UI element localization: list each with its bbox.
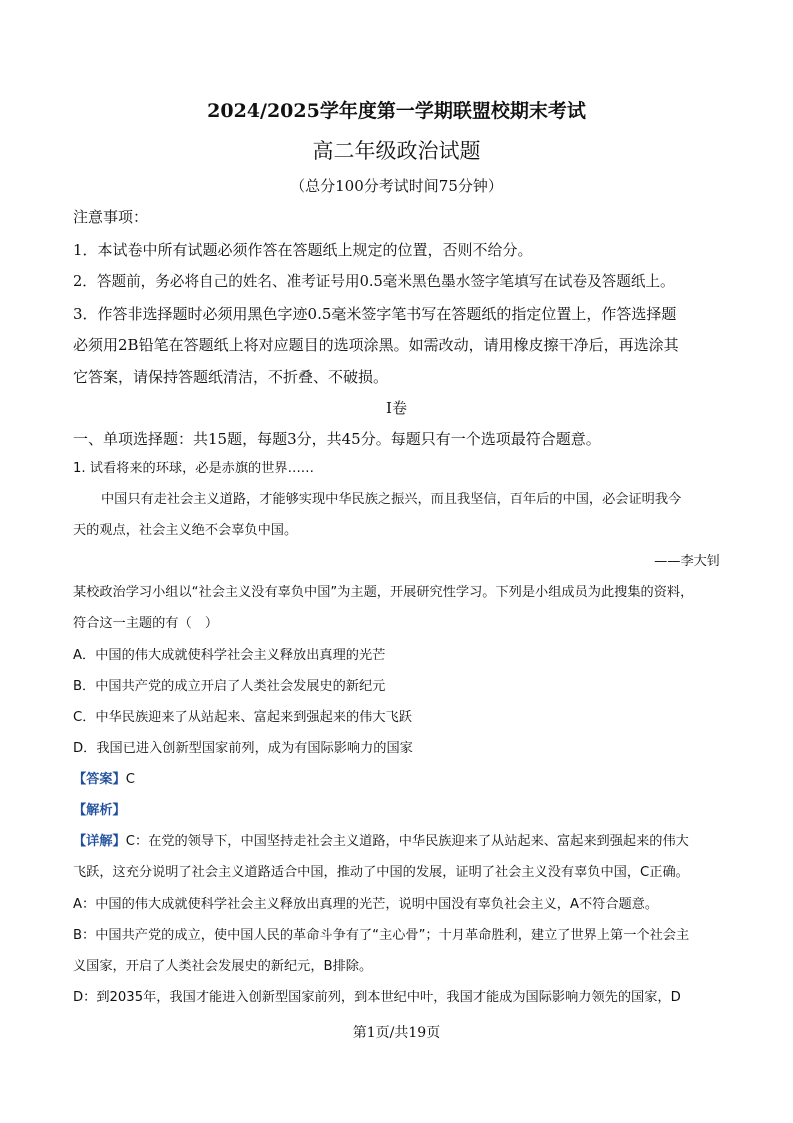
- question-title: 1. 试看将来的环球，必是赤旗的世界……: [73, 461, 314, 476]
- notice-item: 必须用2B铅笔在答题纸上将对应题目的选项涂黑。如需改动，请用橡皮擦干净后，再选涂其: [73, 336, 679, 354]
- option-c: C．中华民族迎来了从站起来、富起来到强起来的伟大飞跃: [73, 710, 412, 725]
- quote-line: 中国只有走社会主义道路，才能够实现中华民族之振兴，而且我坚信，百年后的中国，必会证明我今: [101, 492, 682, 507]
- detail-line: 飞跃，这充分说明了社会主义道路适合中国，推动了中国的发展，证明了社会主义没有辜负中国，C正确。: [73, 865, 689, 880]
- answer-label: 【答案】: [73, 772, 126, 787]
- detail-line: D：到2035年，我国才能进入创新型国家前列，到本世纪中叶，我国才能成为国际影响力领先的国家，D: [73, 990, 681, 1005]
- detail-label: 【详解】: [73, 834, 126, 849]
- detail-line: 义国家，开启了人类社会发展史的新纪元，B排除。: [73, 959, 373, 974]
- answer-value: C: [125, 772, 135, 787]
- notice-item: 3．作答非选择题时必须用黑色字迹0.5毫米签字笔书写在答题纸的指定位置上，作答选择题: [73, 305, 677, 323]
- quote-line: 天的观点，社会主义绝不会辜负中国。: [73, 523, 298, 538]
- option-d: D．我国已进入创新型国家前列，成为有国际影响力的国家: [73, 741, 413, 756]
- section-instruction: 一、单项选择题：共15题，每题3分，共45分。每题只有一个选项最符合题意。: [73, 430, 601, 448]
- question-stem: 符合这一主题的有（ ）: [73, 616, 219, 631]
- detail-line: B：中国共产党的成立，使中国人民的革命斗争有了“主心骨”；十月革命胜利，建立了世界上第一个社会主: [73, 928, 690, 943]
- option-a: A．中国的伟大成就使科学社会主义释放出真理的光芒: [73, 648, 386, 663]
- exam-subtitle: 高二年级政治试题: [312, 139, 481, 163]
- detail-line: [73, 832, 689, 852]
- page-footer: 第1页/共19页: [352, 1025, 441, 1041]
- detail-text: C：在党的领导下，中国坚持走社会主义道路，中华民族迎来了从站起来、富起来到强起来的伟大: [125, 834, 689, 849]
- question-stem: 某校政治学习小组以“社会主义没有辜负中国”为主题，开展研究性学习。下列是小组成员为此搜集的资料，: [73, 585, 694, 600]
- detail-line: A：中国的伟大成就使科学社会主义释放出真理的光芒，说明中国没有辜负社会主义，A不符合题意。: [73, 897, 659, 912]
- notice-heading: 注意事项：: [73, 208, 149, 226]
- score-note: （总分100分考试时间75分钟）: [290, 177, 503, 195]
- volume-heading: Ⅰ卷: [386, 399, 407, 417]
- exam-title: 2024/2025学年度第一学期联盟校期末考试: [207, 100, 586, 122]
- notice-item: 1．本试卷中所有试题必须作答在答题纸上规定的位置，否则不给分。: [73, 241, 533, 259]
- option-b: B．中国共产党的成立开启了人类社会发展史的新纪元: [73, 679, 386, 694]
- analysis-label: 【解析】: [73, 803, 126, 818]
- notice-item: 它答案，请保持答题纸清洁，不折叠、不破损。: [73, 368, 389, 386]
- quote-author: ——李大钊: [654, 554, 720, 569]
- notice-item: 2．答题前，务必将自己的姓名、准考证号用0.5毫米黑色墨水签字笔填写在试卷及答题纸上。: [73, 273, 675, 290]
- answer-line: [73, 770, 135, 790]
